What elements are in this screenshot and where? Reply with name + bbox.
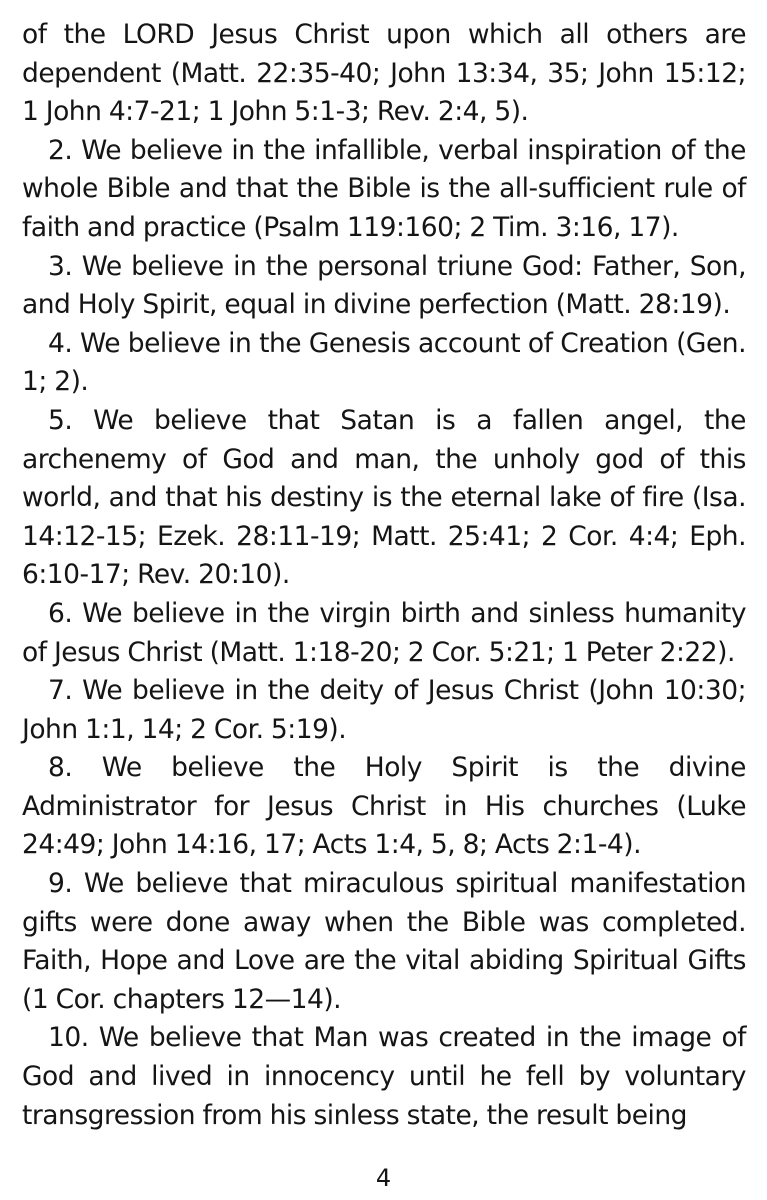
body-text xyxy=(22,16,746,1135)
page-number: 4 xyxy=(375,1164,392,1192)
paragraph-continued: of the LORD Jesus Christ upon which all others are dependent (Matt. 22:35-40; John 13:34, 35; John 15:12; 1 John 4:7-21; 1 John 5:1-3; Rev. 2:4, 5). xyxy=(22,19,746,128)
paragraph-article-3: 3. We believe in the personal triune God: Father, Son, and Holy Spirit, equal in divine perfection (Matt. 28:19). xyxy=(22,250,746,321)
paragraph-article-2: 2. We believe in the infallible, verbal inspiration of the whole Bible and that the Bible is the all-sufficient rule of faith and practice (Psalm 119:160; 2 Tim. 3:16, 17). xyxy=(22,134,746,243)
paragraph-article-9: 9. We believe that miraculous spiritual manifestation gifts were done away when the Bible was completed. Faith, Hope and Love are the vital abiding Spiritual Gifts (1 Cor. chapters 12—14). xyxy=(22,868,746,1015)
paragraph-article-10: 10. We believe that Man was created in the image of God and lived in innocency until he fell by voluntary transgression from his sinless state, the result being xyxy=(22,1022,746,1131)
paragraph-article-5: 5. We believe that Satan is a fallen angel, the archenemy of God and man, the unholy god of this world, and that his destiny is the eternal lake of fire (Isa. 14:12-15; Ezek. 28:11-19; Matt. 25:41; 2 Cor. 4:4; Eph. 6:10-17; Rev. 20:10). xyxy=(22,404,746,591)
paragraph-article-8: 8. We believe the Holy Spirit is the divine Administrator for Jesus Christ in His churches (Luke 24:49; John 14:16, 17; Acts 1:4, 5, 8; Acts 2:1-4). xyxy=(22,752,746,861)
paragraph-article-4: 4. We believe in the Genesis account of Creation (Gen. 1; 2). xyxy=(22,327,746,398)
paragraph-article-7: 7. We believe in the deity of Jesus Christ (John 10:30; John 1:1, 14; 2 Cor. 5:19). xyxy=(22,675,746,745)
paragraph-article-6: 6. We believe in the virgin birth and sinless humanity of Jesus Christ (Matt. 1:18-20; 2 Cor. 5:21; 1 Peter 2:22). xyxy=(22,597,746,668)
